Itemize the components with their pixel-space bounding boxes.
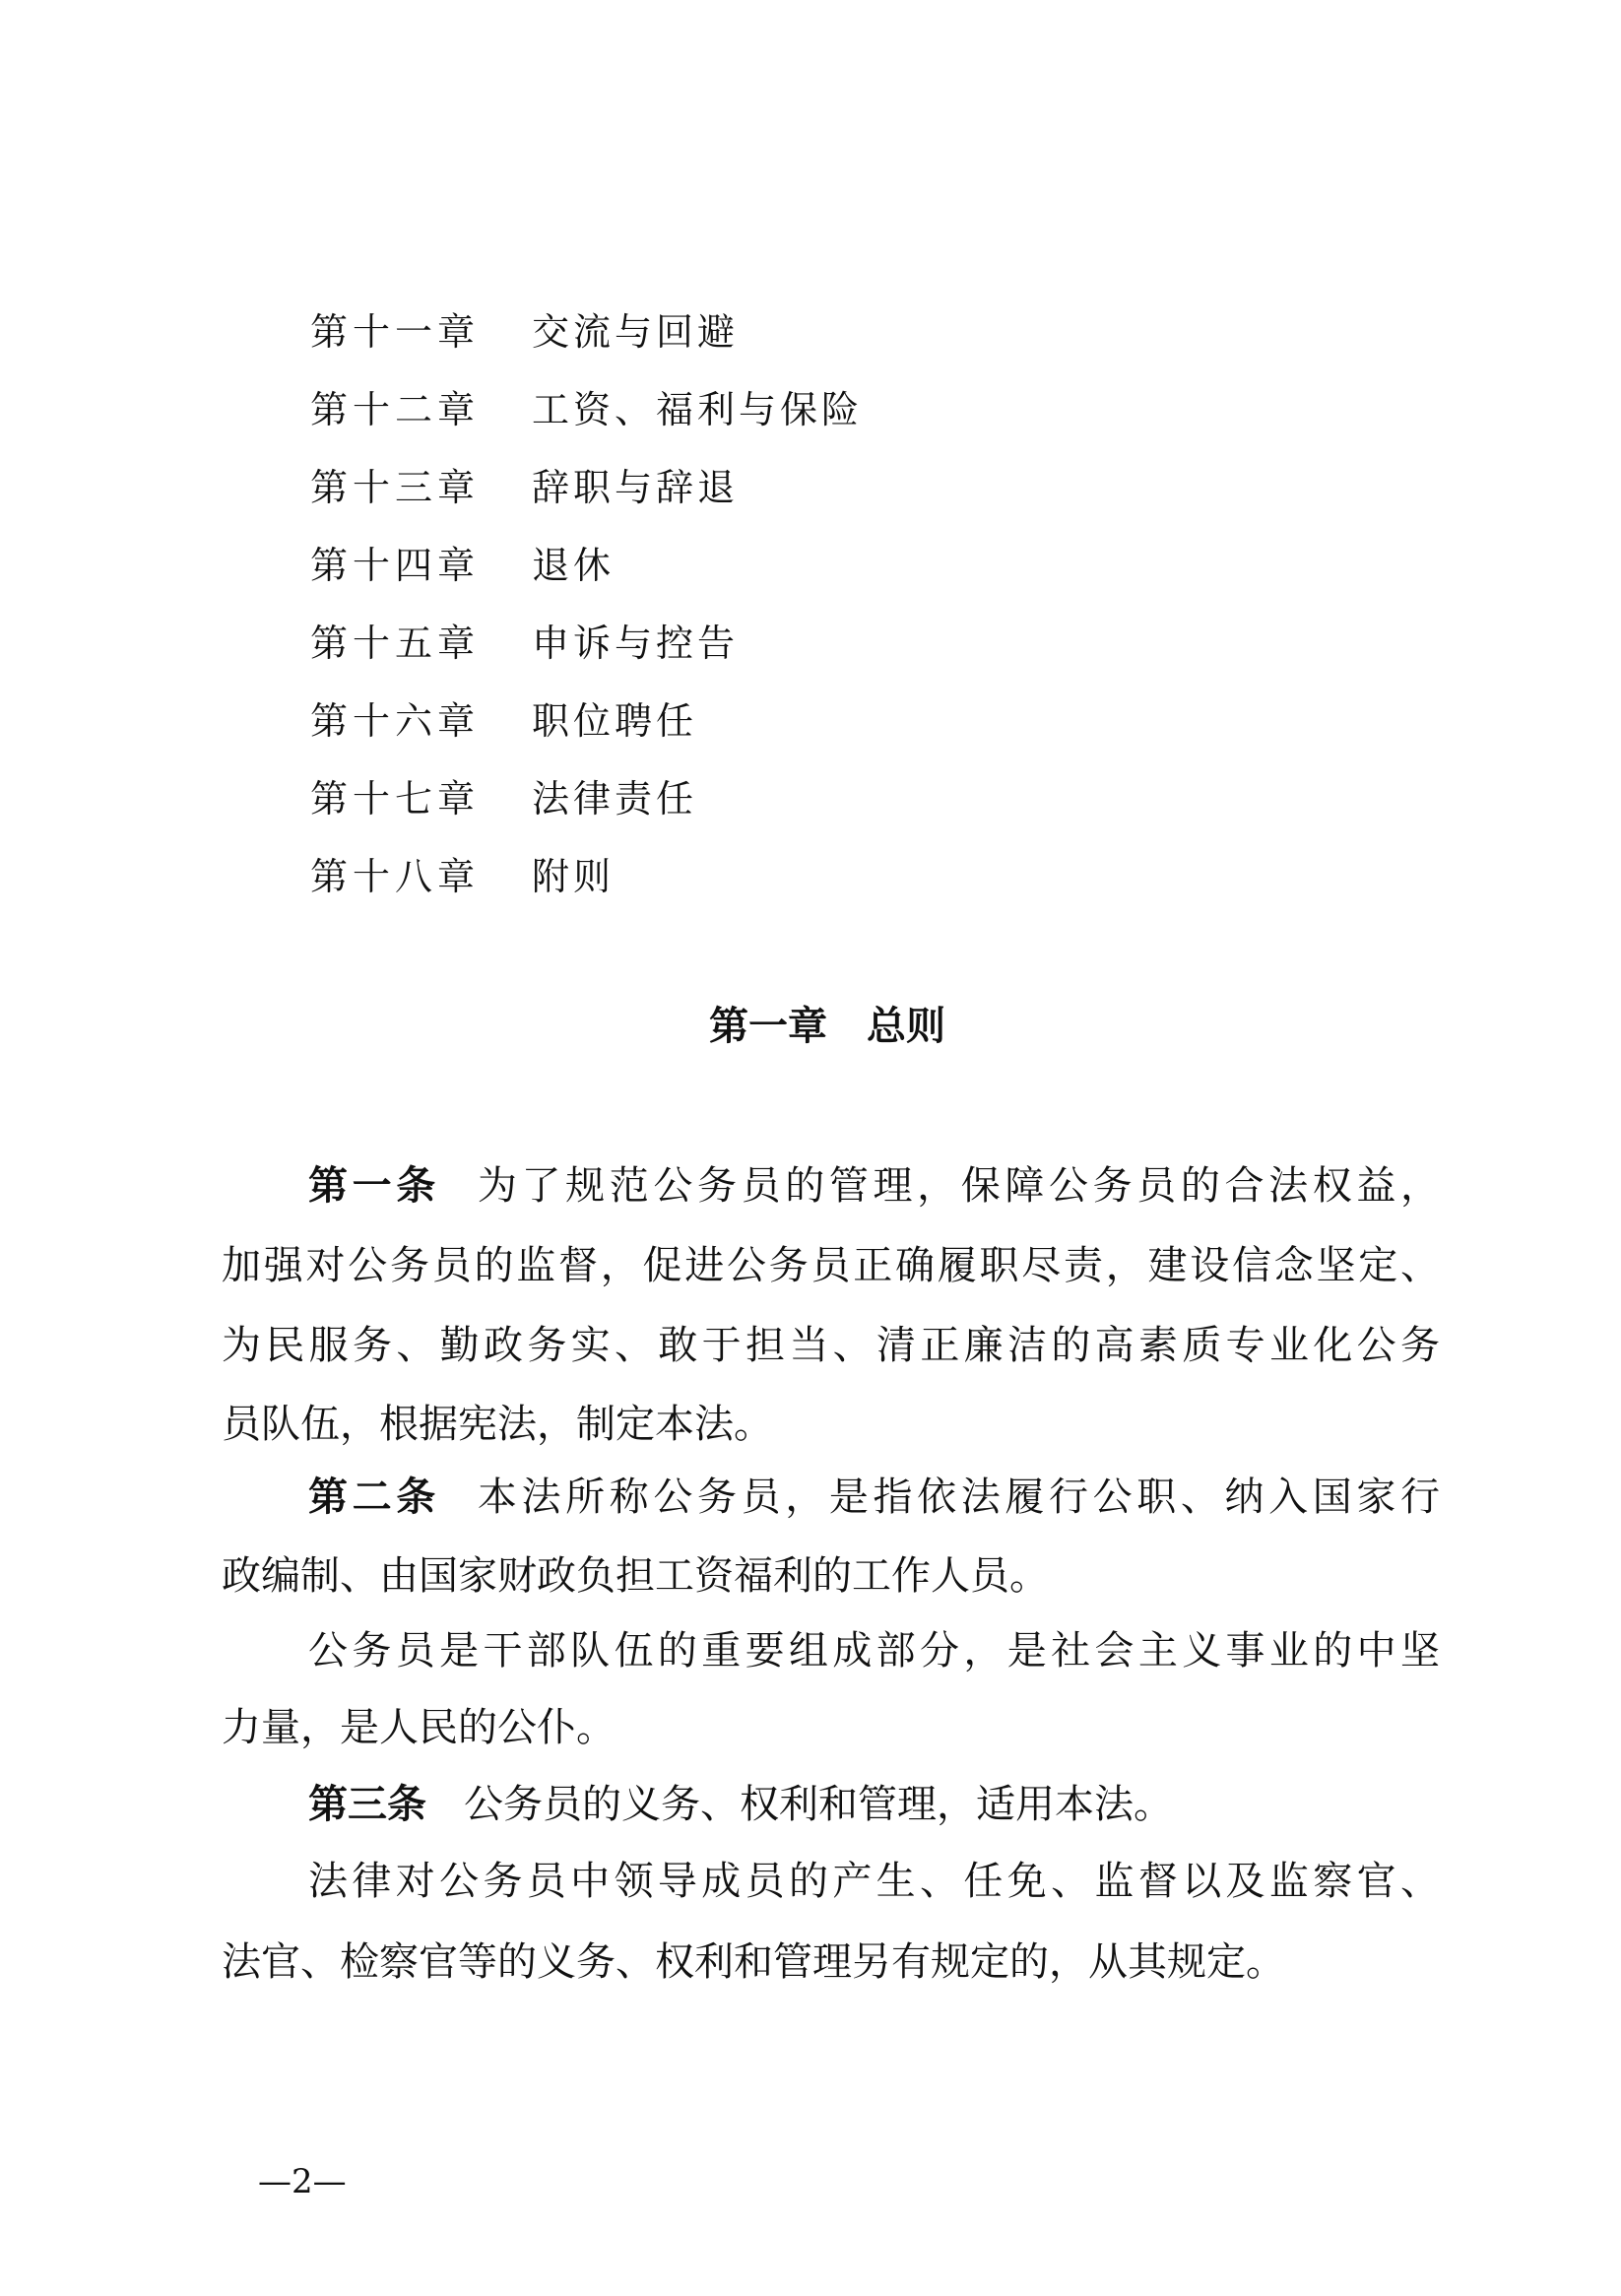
- article-label: 第三条: [308, 1782, 426, 1827]
- toc-chapter-number: 第十七章: [310, 777, 481, 820]
- toc-chapter-number: 第十四章: [310, 544, 481, 587]
- toc-chapter-title: 辞职与辞退: [532, 466, 740, 509]
- text-span: 本法所称公务员，是指依法履行公职、纳入国家行: [477, 1475, 1440, 1520]
- text-span: 为了规范公务员的管理，保障公务员的合法权益，: [477, 1163, 1440, 1209]
- toc-chapter-title: 附则: [532, 855, 616, 898]
- text-line: 法律对公务员中领导成员的产生、任免、监督以及监察官、: [308, 1859, 1440, 1904]
- toc-chapter-number: 第十一章: [310, 310, 481, 354]
- text-line: [308, 1775, 1440, 1834]
- article-label: 第二条: [308, 1475, 440, 1520]
- toc-chapter-title: 交流与回避: [532, 310, 740, 354]
- toc-chapter-title: 法律责任: [532, 777, 698, 820]
- toc-chapter-title: 工资、福利与保险: [532, 388, 864, 431]
- text-line: 力量，是人民的公仆。: [222, 1705, 616, 1750]
- toc-chapter-number: 第十八章: [310, 855, 481, 898]
- text-line: [308, 1156, 1440, 1215]
- toc-chapter-title: 职位聘任: [532, 699, 698, 743]
- text-line: [308, 1468, 1440, 1527]
- toc-chapter-number: 第十二章: [310, 388, 481, 431]
- toc-chapter-title: 退休: [532, 544, 616, 587]
- article-label: 第一条: [308, 1163, 440, 1209]
- toc-chapter-title: 申诉与控告: [532, 622, 740, 665]
- toc-chapter-number: 第十五章: [310, 622, 481, 665]
- chapter-heading: 第一章 总则: [709, 1004, 945, 1049]
- text-line: 加强对公务员的监督，促进公务员正确履职尽责，建设信念坚定、: [222, 1243, 1440, 1288]
- text-line: 为民服务、勤政务实、敢于担当、清正廉洁的高素质专业化公务: [222, 1323, 1440, 1368]
- text-line: 公务员是干部队伍的重要组成部分，是社会主义事业的中坚: [308, 1628, 1440, 1673]
- toc-chapter-number: 第十三章: [310, 466, 481, 509]
- page-number: —2—: [258, 2162, 347, 2201]
- text-line: 员队伍，根据宪法，制定本法。: [222, 1402, 773, 1447]
- toc-chapter-number: 第十六章: [310, 699, 481, 743]
- text-line: 政编制、由国家财政负担工资福利的工作人员。: [222, 1553, 1049, 1599]
- text-span: 公务员的义务、权利和管理，适用本法。: [464, 1782, 1173, 1827]
- text-line: 法官、检察官等的义务、权利和管理另有规定的，从其规定。: [222, 1939, 1285, 1985]
